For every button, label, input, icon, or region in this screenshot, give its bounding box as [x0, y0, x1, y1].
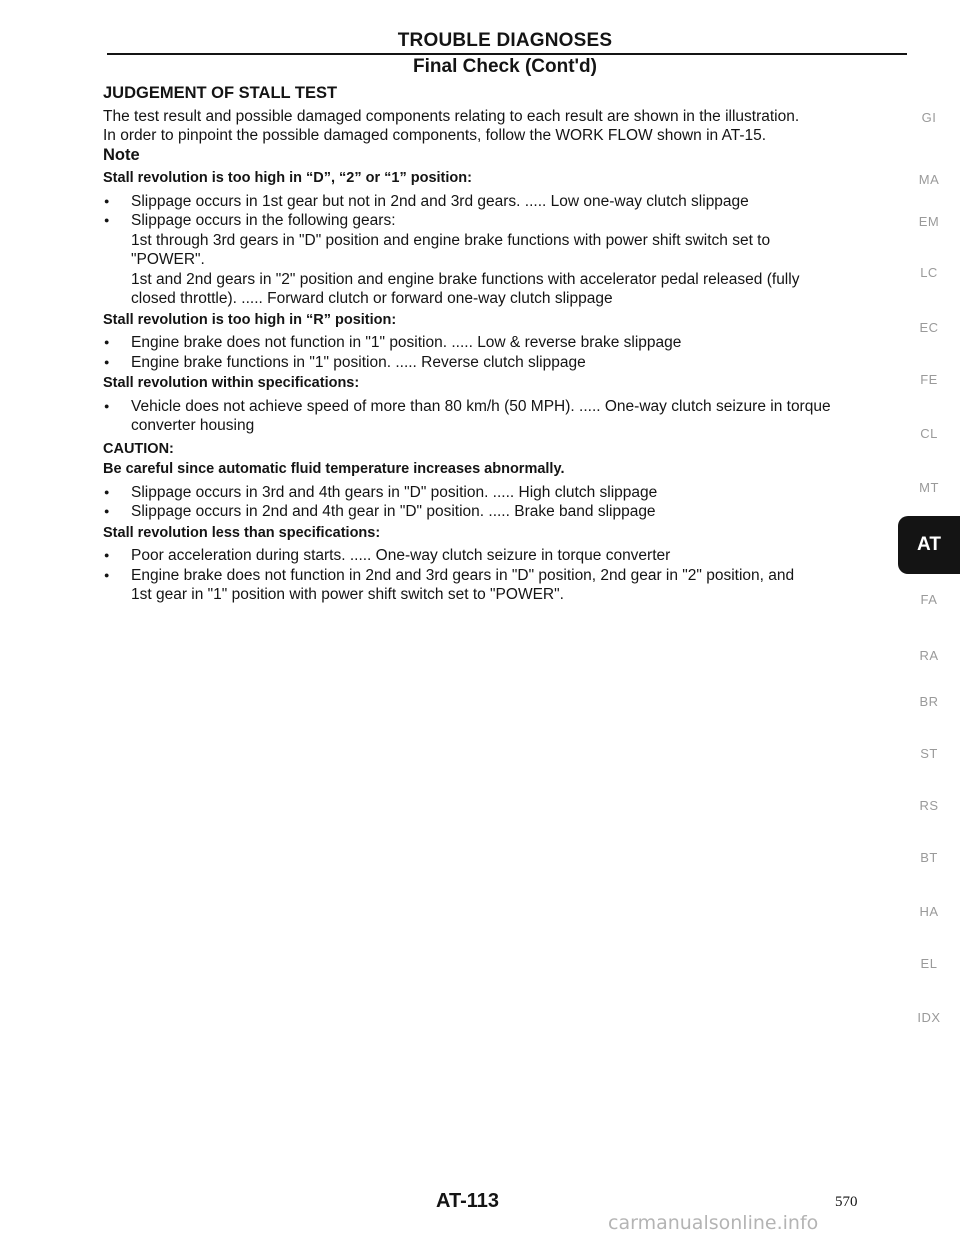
- side-tab-el[interactable]: EL: [920, 956, 938, 971]
- list-item: [103, 566, 903, 605]
- side-tab-gi[interactable]: GI: [921, 110, 937, 125]
- side-tab-ha[interactable]: HA: [919, 904, 939, 919]
- side-tab-br[interactable]: BR: [919, 694, 939, 709]
- list-item: [103, 397, 903, 436]
- bullet-list: [103, 483, 903, 522]
- side-tab-fa[interactable]: FA: [920, 592, 938, 607]
- document-body: [103, 84, 903, 607]
- side-tab-bt[interactable]: BT: [920, 850, 938, 865]
- group-heading-high-d: Stall revolution is too high in “D”, “2” or “1” position:: [103, 170, 472, 186]
- page-title: TROUBLE DIAGNOSES: [397, 30, 613, 51]
- page-id: AT-113: [436, 1190, 499, 1212]
- list-item: [103, 211, 903, 309]
- group-heading-less-spec: Stall revolution less than specifications:: [103, 524, 381, 541]
- intro-line-1: The test result and possible damaged components relating to each result are shown in the illustration.: [103, 107, 800, 125]
- list-item-line: ● Vehicle does not achieve speed of more than 80 km/h (50 MPH). ..... One-way clutch seizure in torque: [131, 397, 831, 415]
- list-item-line: closed throttle). ..... Forward clutch or forward one-way clutch slippage: [131, 290, 613, 307]
- page-subtitle: Final Check (Cont'd): [413, 56, 597, 77]
- list-item-line: ● Slippage occurs in the following gears:: [131, 212, 396, 229]
- side-tab-cl[interactable]: CL: [920, 426, 938, 441]
- page-number: 570: [835, 1194, 858, 1210]
- side-tab-ra[interactable]: RA: [919, 648, 939, 663]
- note-label: Note: [103, 145, 140, 164]
- side-tab-ma[interactable]: MA: [918, 172, 940, 187]
- side-tab-st[interactable]: ST: [920, 746, 938, 761]
- section-tab-index: [900, 0, 960, 1242]
- bullet-list: [103, 192, 903, 309]
- list-item: ● Engine brake does not function in "1" position. ..... Low & reverse brake slippage: [103, 333, 903, 353]
- list-item-line: 1st and 2nd gears in "2" position and engine brake functions with accelerator pedal released (fully: [131, 270, 800, 288]
- list-item-line: 1st gear in "1" position with power shift switch set to "POWER".: [131, 586, 564, 603]
- side-tab-lc[interactable]: LC: [920, 265, 938, 280]
- intro-line-2: In order to pinpoint the possible damaged components, follow the WORK FLOW shown in AT-15.: [103, 127, 767, 144]
- watermark: carmanualsonline.info: [608, 1212, 819, 1234]
- list-item: ● Poor acceleration during starts. ..... One-way clutch seizure in torque converter: [103, 546, 903, 566]
- list-item: ● Slippage occurs in 2nd and 4th gear in "D" position. ..... Brake band slippage: [103, 502, 903, 522]
- list-item-line: converter housing: [131, 417, 255, 434]
- side-tab-idx[interactable]: IDX: [917, 1010, 941, 1025]
- bullet-list: [103, 333, 903, 372]
- list-item-line: 1st through 3rd gears in "D" position and engine brake functions with power shift switch set to: [131, 231, 771, 249]
- side-tab-at-active[interactable]: AT: [898, 516, 960, 574]
- side-tab-ec[interactable]: EC: [919, 320, 939, 335]
- bullet-list: [103, 546, 903, 605]
- section-heading: JUDGEMENT OF STALL TEST: [103, 84, 338, 102]
- caution-heading: CAUTION:: [103, 440, 174, 457]
- bullet-list: [103, 397, 903, 436]
- list-item: ● Engine brake functions in "1" position. ..... Reverse clutch slippage: [103, 353, 903, 373]
- header-rule: [107, 53, 907, 55]
- side-tab-rs[interactable]: RS: [919, 798, 939, 813]
- group-heading-high-r: Stall revolution is too high in “R” position:: [103, 311, 397, 328]
- group-heading-within-spec: Stall revolution within specifications:: [103, 375, 360, 391]
- list-item: ● Slippage occurs in 3rd and 4th gears in "D" position. ..... High clutch slippage: [103, 483, 903, 503]
- side-tab-em[interactable]: EM: [918, 214, 940, 229]
- list-item-line: ● Engine brake does not function in 2nd and 3rd gears in "D" position, 2nd gear in "2" position, and: [131, 566, 795, 584]
- caution-text: Be careful since automatic fluid temperature increases abnormally.: [103, 461, 565, 477]
- side-tab-fe[interactable]: FE: [920, 372, 938, 387]
- side-tab-mt[interactable]: MT: [919, 480, 939, 495]
- list-item-line: "POWER".: [131, 251, 205, 268]
- list-item: ● Slippage occurs in 1st gear but not in 2nd and 3rd gears. ..... Low one-way clutch slippage: [103, 192, 903, 212]
